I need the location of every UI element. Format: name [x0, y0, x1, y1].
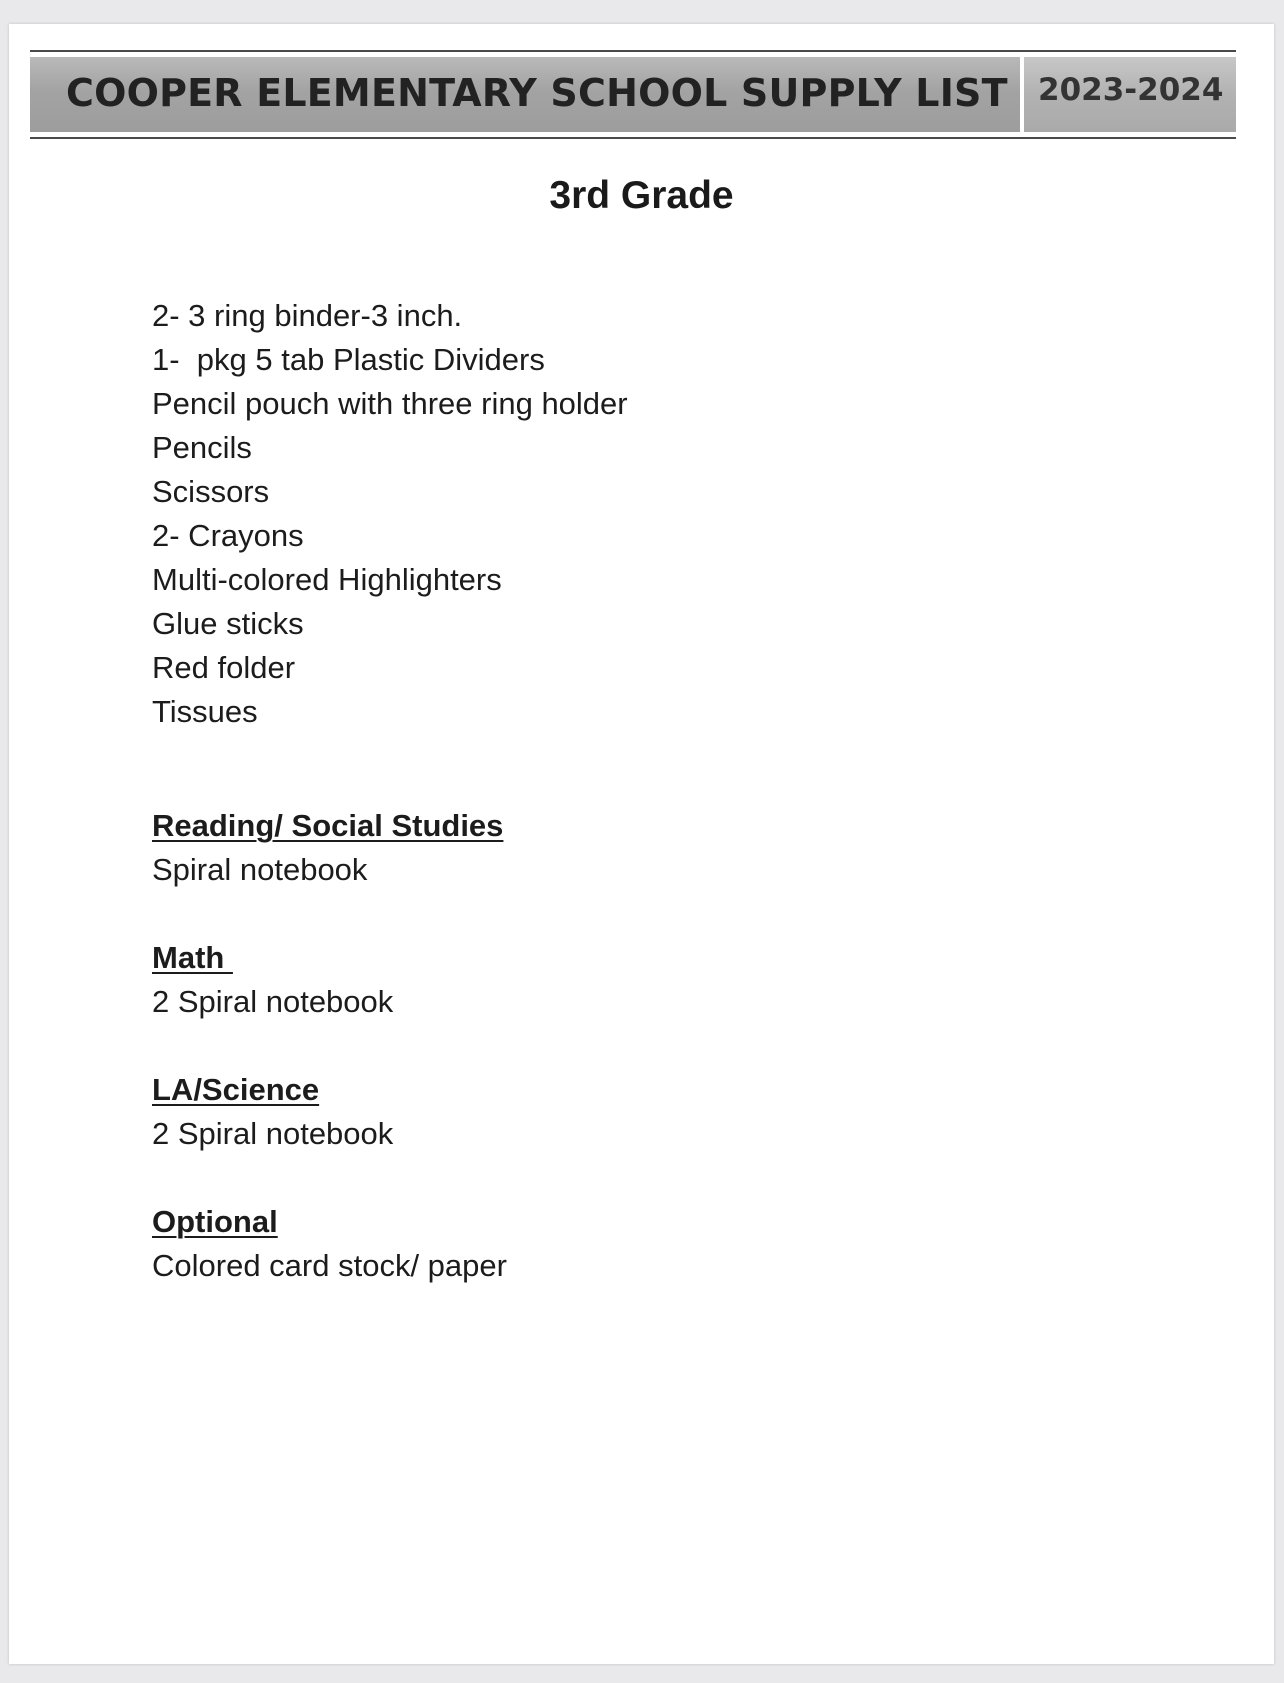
list-item: 1- pkg 5 tab Plastic Dividers [152, 342, 545, 377]
header-title-cell [30, 57, 1020, 132]
section-heading: Optional [152, 1204, 278, 1239]
section-heading: LA/Science [152, 1072, 320, 1107]
section-item: Spiral notebook [152, 852, 368, 887]
list-item: 2- 3 ring binder-3 inch. [152, 298, 463, 333]
list-item: Glue sticks [152, 606, 304, 641]
section-item: 2 Spiral notebook [152, 1116, 394, 1151]
list-item: Pencil pouch with three ring holder [152, 386, 628, 421]
section-optional [152, 1200, 507, 1288]
list-item: Pencils [152, 430, 252, 465]
header-top-rule [30, 50, 1236, 52]
grade-title: 3rd Grade [549, 174, 734, 217]
list-item: Red folder [152, 650, 296, 685]
section-math [152, 936, 393, 1024]
list-item: Multi-colored Highlighters [152, 562, 502, 597]
header-bottom-rule [30, 137, 1236, 139]
section-heading: Reading/ Social Studies [152, 808, 504, 843]
document-page [9, 24, 1274, 1664]
section-la-science [152, 1068, 393, 1156]
list-item: Tissues [152, 694, 258, 729]
header-year-cell [1024, 57, 1236, 132]
section-item: Colored card stock/ paper [152, 1248, 507, 1283]
section-reading-social-studies [152, 804, 503, 892]
supply-list [152, 294, 1052, 734]
supply-content [152, 294, 1052, 1283]
section-heading: Math [152, 940, 233, 975]
list-item: Scissors [152, 474, 270, 509]
list-item: 2- Crayons [152, 518, 304, 553]
section-item: 2 Spiral notebook [152, 984, 394, 1019]
school-title: COOPER ELEMENTARY SCHOOL SUPPLY LIST [66, 71, 1008, 115]
school-year: 2023-2024 [1038, 72, 1224, 108]
header-banner [30, 57, 1236, 132]
